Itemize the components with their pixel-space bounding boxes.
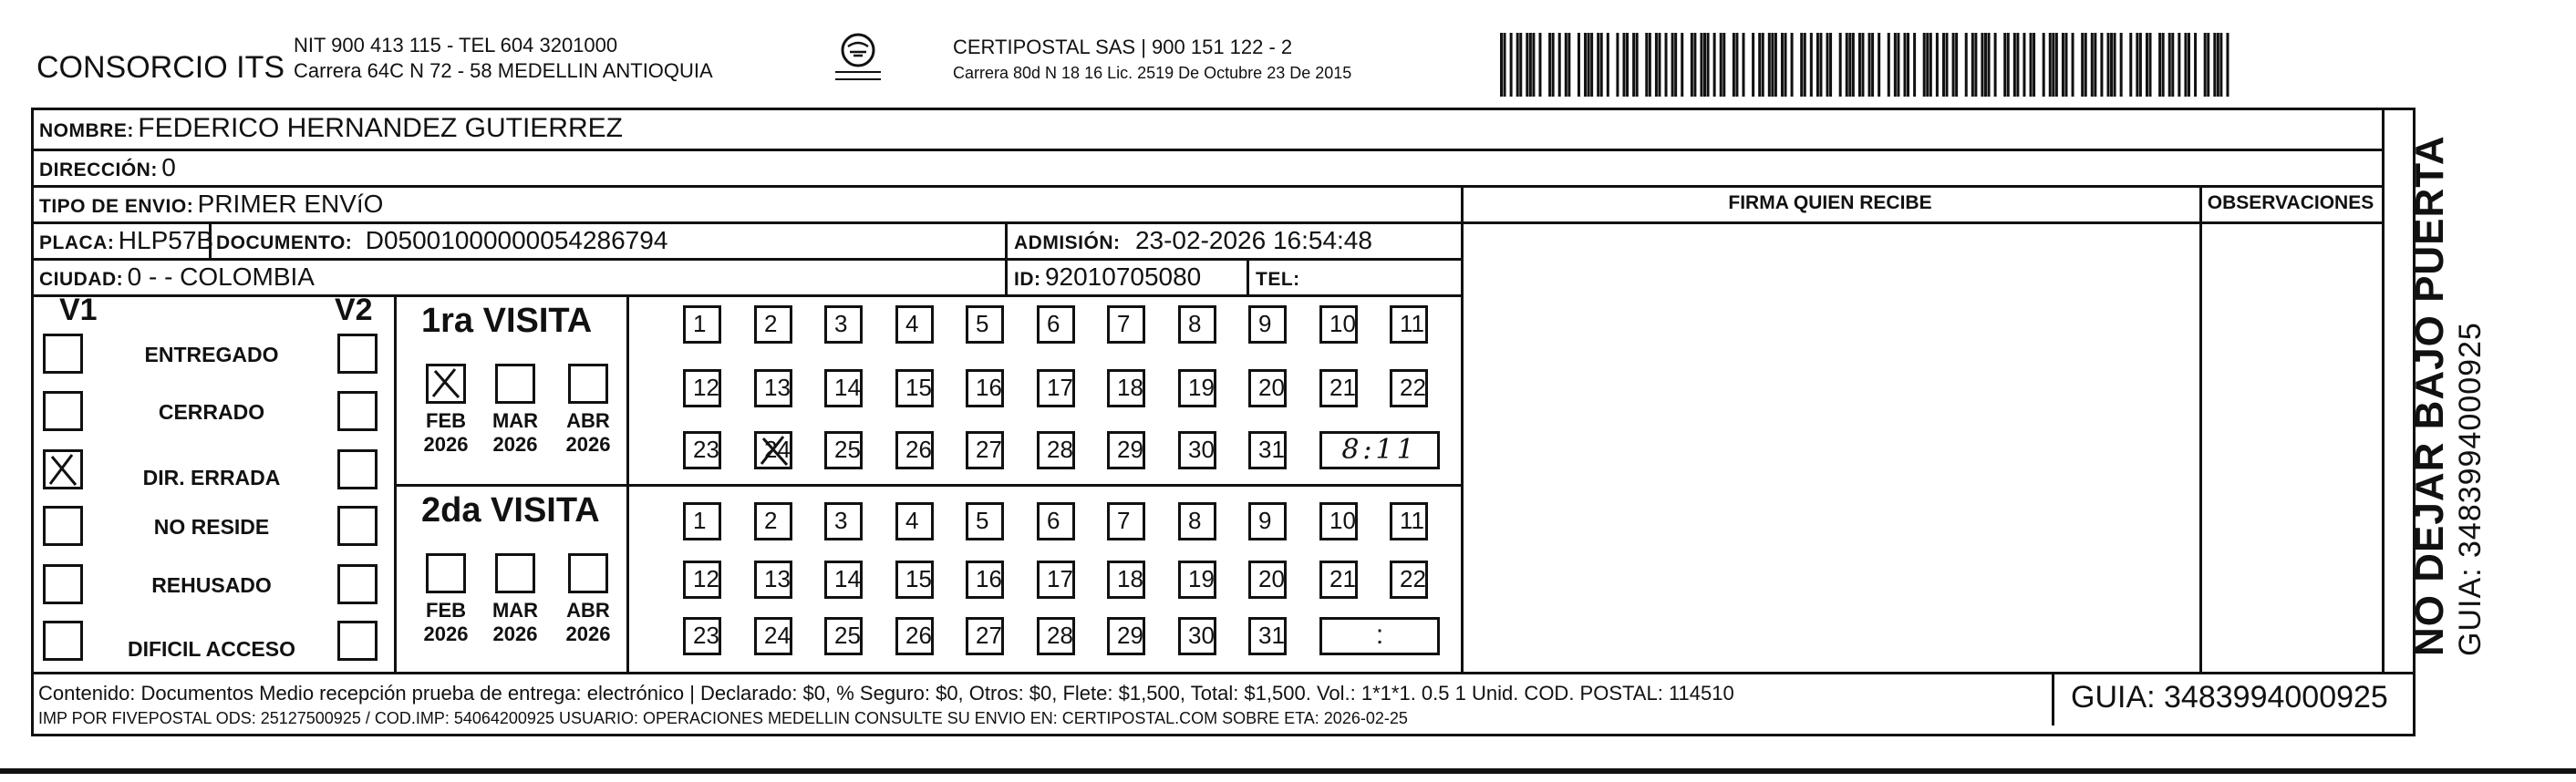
- first-visit-title: 1ra VISITA: [421, 302, 593, 340]
- day-box[interactable]: 30: [1178, 617, 1216, 655]
- v1-checkbox[interactable]: [43, 334, 83, 374]
- time-box[interactable]: [1319, 617, 1440, 655]
- no-dejar-bajo-puerta: NO DEJAR BAJO PUERTA: [2407, 135, 2452, 656]
- day-box[interactable]: 4: [895, 502, 934, 540]
- day-box[interactable]: 29: [1107, 431, 1145, 469]
- day-box[interactable]: 19: [1178, 561, 1216, 599]
- month-label: [490, 409, 541, 457]
- day-box[interactable]: 26: [895, 431, 934, 469]
- month-year: 2026: [565, 433, 611, 456]
- day-box[interactable]: 14: [824, 369, 863, 407]
- courier-info: [953, 35, 1351, 86]
- courier-license: Carrera 80d N 18 16 Lic. 2519 De Octubre 23 De 2015: [953, 64, 1352, 82]
- day-box[interactable]: 5: [966, 305, 1004, 344]
- month-checkbox[interactable]: [495, 553, 535, 593]
- id-value: 92010705080: [1044, 262, 1202, 291]
- v1-checkbox[interactable]: [43, 564, 83, 604]
- footer-contents: Contenido: Documentos Medio recepción prueba de entrega: electrónico | Declarado: $0, % Seguro: $0, Otros: $0, Flete: $1,500, Total: $1,500. Vol.: 1*1*1. 0.5 1 Unid. COD. POSTAL: 114510: [38, 682, 1734, 705]
- day-box[interactable]: 18: [1107, 369, 1145, 407]
- company-info: [294, 33, 713, 84]
- signature-area[interactable]: [1464, 221, 2198, 672]
- documento-cell: [216, 226, 667, 255]
- month-checkbox[interactable]: [568, 553, 608, 593]
- day-box[interactable]: 28: [1037, 617, 1075, 655]
- day-box[interactable]: 25: [824, 431, 863, 469]
- month-checkbox[interactable]: [568, 364, 608, 404]
- month-name: MAR: [491, 409, 539, 432]
- month-name: ABR: [566, 599, 610, 622]
- nit-line: NIT 900 413 115 - TEL 604 3201000: [294, 34, 618, 57]
- month-name: FEB: [426, 409, 466, 432]
- tel-cell: [1256, 262, 1300, 292]
- day-box[interactable]: 22: [1390, 561, 1428, 599]
- placa-cell: [39, 226, 213, 255]
- v2-checkbox[interactable]: [337, 621, 378, 661]
- month-year: 2026: [492, 623, 538, 645]
- day-box[interactable]: 23: [683, 617, 721, 655]
- day-box[interactable]: 5: [966, 502, 1004, 540]
- day-box[interactable]: 20: [1248, 561, 1287, 599]
- month-name: ABR: [566, 409, 610, 432]
- day-box[interactable]: 8: [1178, 502, 1216, 540]
- month-label: [420, 409, 471, 457]
- ciudad-cell: [39, 262, 315, 292]
- day-box[interactable]: 8: [1178, 305, 1216, 344]
- day-box[interactable]: 7: [1107, 502, 1145, 540]
- v1-checkbox[interactable]: [43, 449, 83, 489]
- day-box[interactable]: 2: [754, 502, 792, 540]
- observaciones-header: OBSERVACIONES: [2207, 192, 2374, 213]
- day-box[interactable]: 27: [966, 617, 1004, 655]
- day-box[interactable]: 23: [683, 431, 721, 469]
- day-box[interactable]: 3: [824, 502, 863, 540]
- day-box[interactable]: 16: [966, 561, 1004, 599]
- day-box[interactable]: 24: [754, 617, 792, 655]
- day-box[interactable]: 1: [683, 305, 721, 344]
- v2-checkbox[interactable]: [337, 334, 378, 374]
- month-label: [490, 599, 541, 646]
- direccion-label: DIRECCIÓN:: [39, 159, 158, 180]
- status-option-label: DIFICIL ACCESO: [127, 637, 295, 661]
- day-box[interactable]: 16: [966, 369, 1004, 407]
- month-year: 2026: [423, 433, 469, 456]
- day-box[interactable]: 25: [824, 617, 863, 655]
- admision-label: ADMISIÓN:: [1014, 232, 1121, 253]
- day-box[interactable]: 21: [1319, 561, 1358, 599]
- v2-checkbox[interactable]: [337, 564, 378, 604]
- id-cell: [1014, 262, 1201, 292]
- status-option-label: ENTREGADO: [144, 343, 279, 366]
- day-box[interactable]: 14: [824, 561, 863, 599]
- id-label: ID:: [1014, 269, 1041, 290]
- month-name: MAR: [491, 599, 539, 622]
- day-box[interactable]: 9: [1248, 502, 1287, 540]
- day-box[interactable]: 1: [683, 502, 721, 540]
- certipostal-logo-icon: [830, 30, 886, 85]
- documento-value: D05001000000054286794: [365, 226, 668, 254]
- month-year: 2026: [423, 623, 469, 645]
- tipo-envio-label: TIPO DE ENVIO:: [39, 196, 194, 217]
- nombre-value: FEDERICO HERNANDEZ GUTIERREZ: [138, 113, 623, 143]
- day-box[interactable]: 26: [895, 617, 934, 655]
- status-option-label: CERRADO: [158, 400, 265, 424]
- day-box[interactable]: 11: [1390, 502, 1428, 540]
- day-box[interactable]: 19: [1178, 369, 1216, 407]
- status-option-label: REHUSADO: [151, 573, 272, 597]
- admision-cell: [1014, 226, 1372, 255]
- day-box[interactable]: 6: [1037, 305, 1075, 344]
- shipment-barcode: [1500, 33, 2229, 97]
- day-box[interactable]: 11: [1390, 305, 1428, 344]
- placa-label: PLACA:: [39, 232, 115, 253]
- month-checkbox[interactable]: [426, 553, 466, 593]
- day-box[interactable]: 18: [1107, 561, 1145, 599]
- month-label: [563, 599, 614, 646]
- firma-header: FIRMA QUIEN RECIBE: [1728, 192, 1932, 213]
- side-guia: GUIA: 3483994000925: [2453, 322, 2488, 656]
- v1-checkbox[interactable]: [43, 506, 83, 546]
- month-checkbox[interactable]: [426, 364, 466, 404]
- day-box[interactable]: 21: [1319, 369, 1358, 407]
- day-box[interactable]: 10: [1319, 305, 1358, 344]
- address-line: Carrera 64C N 72 - 58 MEDELLIN ANTIOQUIA: [294, 59, 713, 82]
- month-label: [420, 599, 471, 646]
- admision-value: 23-02-2026 16:54:48: [1134, 226, 1372, 254]
- month-name: FEB: [426, 599, 466, 622]
- day-box[interactable]: 4: [895, 305, 934, 344]
- delivery-form: [31, 108, 2416, 736]
- day-box[interactable]: 6: [1037, 502, 1075, 540]
- day-box[interactable]: 24: [754, 431, 792, 469]
- day-box[interactable]: 7: [1107, 305, 1145, 344]
- day-box[interactable]: 3: [824, 305, 863, 344]
- tipo-envio-value: PRIMER ENVíO: [197, 190, 384, 218]
- day-box[interactable]: 15: [895, 561, 934, 599]
- company-name: CONSORCIO ITS: [36, 50, 285, 85]
- time-value: 8:11: [1341, 434, 1418, 466]
- tel-label: TEL:: [1256, 269, 1300, 290]
- footer-print-info: IMP POR FIVEPOSTAL ODS: 25127500925 / COD.IMP: 54064200925 USUARIO: OPERACIONES MEDELLIN CONSULTE SU ENVIO EN: CERTIPOSTAL.COM SOBRE ETA: 2026-02-25: [38, 709, 1408, 727]
- v1-checkbox[interactable]: [43, 391, 83, 431]
- day-box[interactable]: 12: [683, 369, 721, 407]
- time-value: :: [1375, 620, 1384, 650]
- day-box[interactable]: 27: [966, 431, 1004, 469]
- direccion-row: [39, 153, 176, 182]
- day-box[interactable]: 20: [1248, 369, 1287, 407]
- day-box[interactable]: 13: [754, 369, 792, 407]
- observations-area[interactable]: [2202, 221, 2381, 672]
- status-option-label: NO RESIDE: [153, 515, 270, 539]
- day-box[interactable]: 31: [1248, 431, 1287, 469]
- day-box[interactable]: 28: [1037, 431, 1075, 469]
- time-box[interactable]: [1319, 431, 1440, 469]
- status-option-label: DIR. ERRADA: [142, 466, 281, 489]
- month-checkbox[interactable]: [495, 364, 535, 404]
- page-bottom-rule: [0, 768, 2576, 774]
- nombre-label: NOMBRE:: [39, 120, 134, 141]
- v2-checkbox[interactable]: [337, 391, 378, 431]
- day-box[interactable]: 2: [754, 305, 792, 344]
- month-label: [563, 409, 614, 457]
- v2-checkbox[interactable]: [337, 449, 378, 489]
- v2-label: V2: [335, 293, 373, 327]
- ciudad-label: CIUDAD:: [39, 269, 124, 290]
- day-box[interactable]: 17: [1037, 561, 1075, 599]
- day-box[interactable]: 10: [1319, 502, 1358, 540]
- direccion-value: 0: [161, 153, 176, 181]
- day-box[interactable]: 30: [1178, 431, 1216, 469]
- tipo-envio-row: [39, 190, 383, 219]
- guia-number: GUIA: 3483994000925: [2052, 674, 2407, 725]
- day-box[interactable]: 22: [1390, 369, 1428, 407]
- day-box[interactable]: 12: [683, 561, 721, 599]
- day-box[interactable]: 31: [1248, 617, 1287, 655]
- courier-line: CERTIPOSTAL SAS | 900 151 122 - 2: [953, 36, 1293, 58]
- day-box[interactable]: 17: [1037, 369, 1075, 407]
- month-year: 2026: [565, 623, 611, 645]
- month-year: 2026: [492, 433, 538, 456]
- v2-checkbox[interactable]: [337, 506, 378, 546]
- ciudad-value: 0 - - COLOMBIA: [127, 262, 315, 291]
- day-box[interactable]: 9: [1248, 305, 1287, 344]
- day-box[interactable]: 29: [1107, 617, 1145, 655]
- v1-label: V1: [59, 293, 98, 327]
- nombre-row: [39, 113, 623, 144]
- side-text: [2407, 135, 2488, 656]
- day-box[interactable]: 13: [754, 561, 792, 599]
- day-box[interactable]: 15: [895, 369, 934, 407]
- placa-value: HLP57B: [118, 226, 214, 254]
- documento-label: DOCUMENTO:: [216, 232, 353, 253]
- second-visit-title: 2da VISITA: [421, 491, 600, 530]
- v1-checkbox[interactable]: [43, 621, 83, 661]
